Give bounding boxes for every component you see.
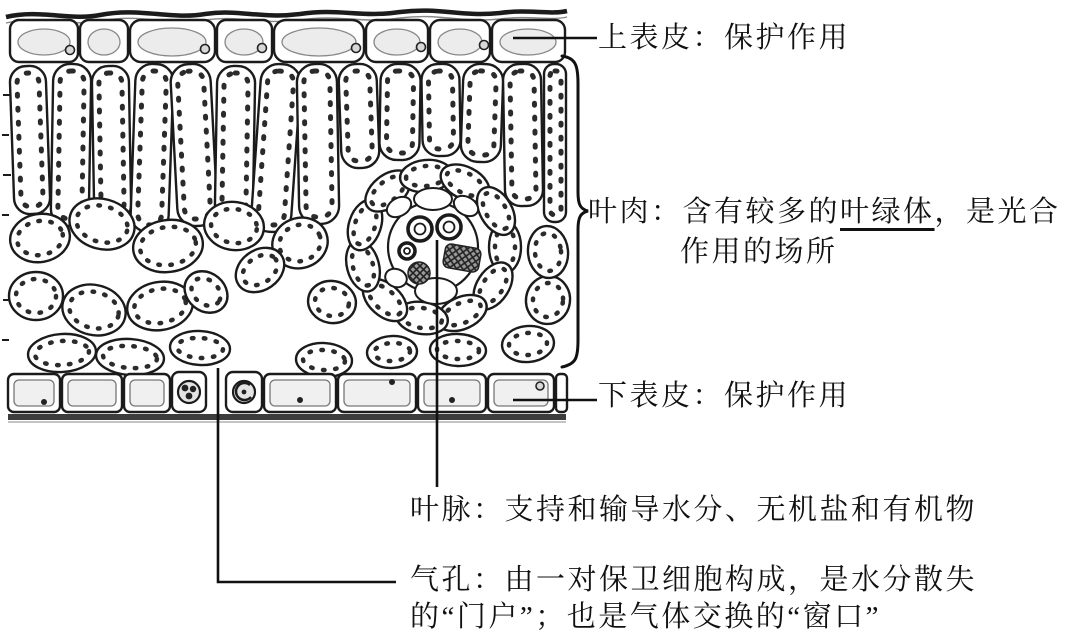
- upper-epidermis-label: 上表皮：保护作用: [598, 22, 851, 54]
- stoma-label-line2: 的“门户”；也是气体交换的“窗口”: [410, 601, 881, 633]
- lower-epidermis-cells: [8, 372, 567, 422]
- lower-epidermis-label: 下表皮：保护作用: [598, 380, 851, 412]
- stoma-label-line1: 气孔：由一对保卫细胞构成，是水分散失: [410, 564, 978, 596]
- leaf-vein: [341, 157, 523, 338]
- underlined-chloroplast-term: 叶绿体: [840, 196, 935, 228]
- stoma-label: [410, 562, 977, 636]
- vein-label: 叶脉：支持和输导水分、无机盐和有机物: [410, 494, 978, 526]
- mesophyll-label-line1: 叶肉：含有较多的叶绿体，是光合: [588, 196, 1061, 228]
- mesophyll-label-line2: 作用的场所: [680, 236, 838, 268]
- mesophyll-label: [588, 192, 1061, 272]
- upper-epidermis-cells: [10, 20, 565, 62]
